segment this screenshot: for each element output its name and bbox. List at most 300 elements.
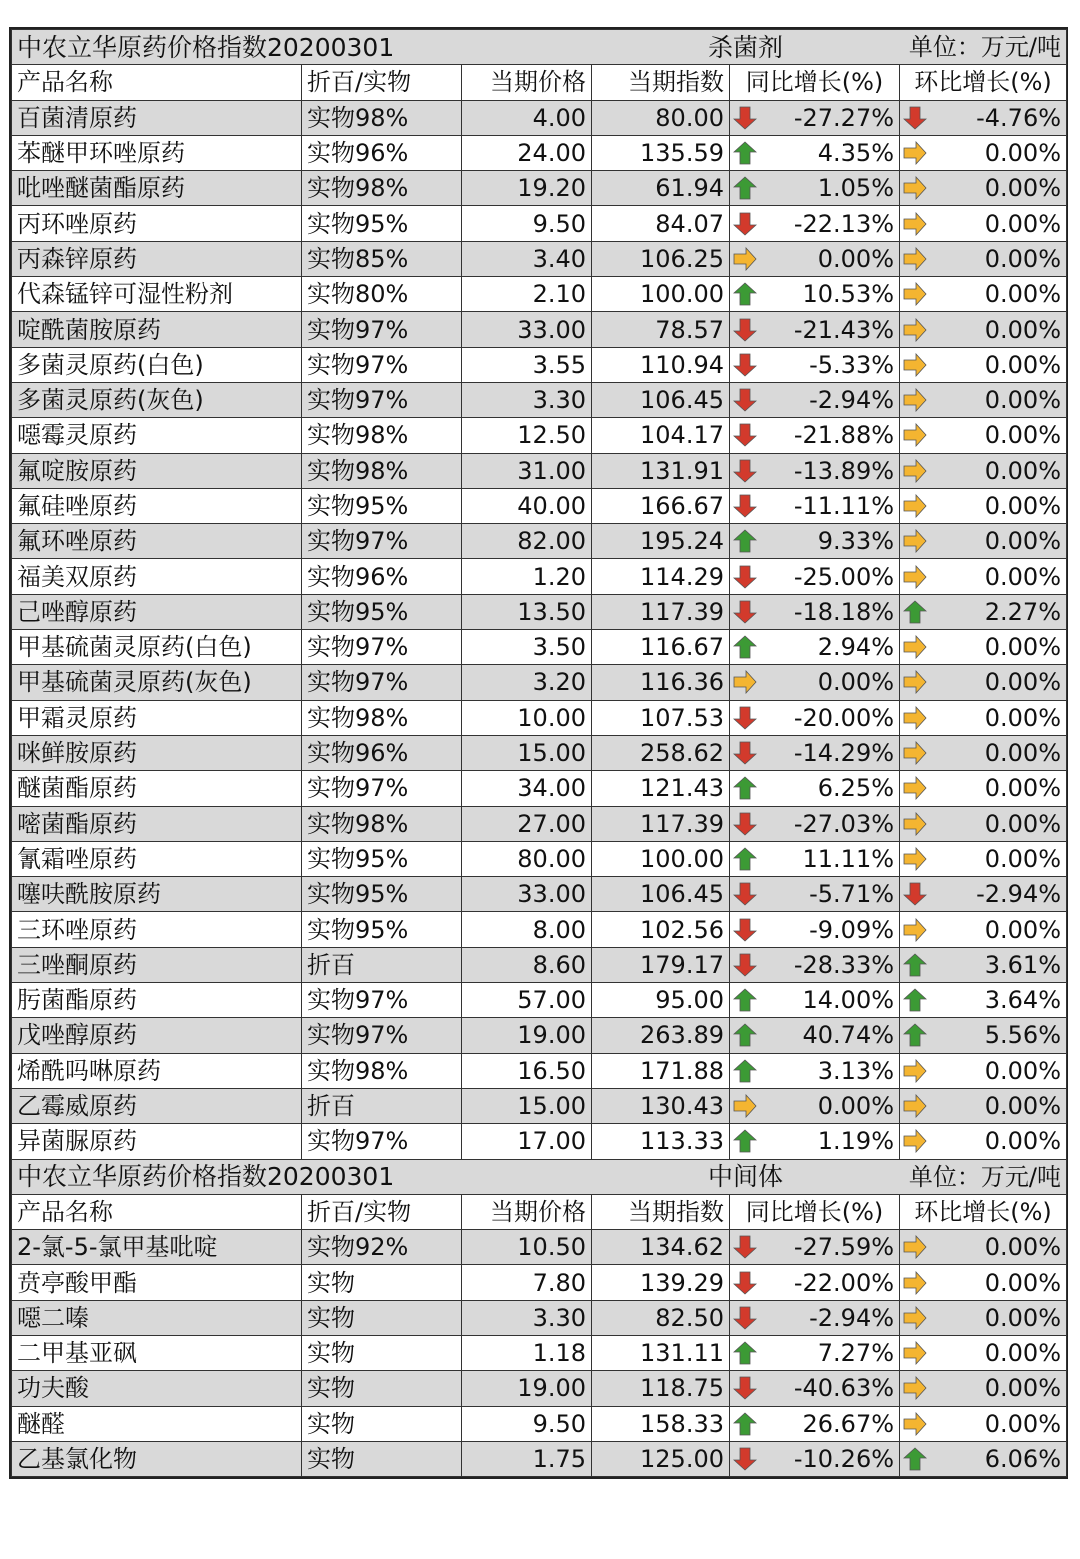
product-spec: 实物 (302, 1406, 462, 1441)
product-name: 噻呋酰胺原药 (12, 877, 302, 912)
table-row (12, 877, 1067, 912)
yoy-value: -22.13% (793, 209, 895, 238)
yoy-cell (730, 488, 900, 523)
mom-value: 0.00% (984, 527, 1062, 556)
mom-arrow-icon (903, 353, 927, 377)
mom-cell (900, 1265, 1067, 1300)
current-index: 106.25 (592, 241, 730, 276)
product-spec: 实物97% (302, 665, 462, 700)
mom-value: 0.00% (984, 456, 1062, 485)
product-name: 多菌灵原药(灰色) (12, 382, 302, 417)
product-spec: 实物95% (302, 206, 462, 241)
yoy-arrow-icon (733, 494, 757, 518)
yoy-arrow-icon (733, 1412, 757, 1436)
mom-arrow-icon (903, 1023, 927, 1047)
current-index: 84.07 (592, 206, 730, 241)
product-name: 甲基硫菌灵原药(白色) (12, 630, 302, 665)
mom-cell (900, 312, 1067, 347)
table-row (12, 171, 1067, 206)
yoy-cell (730, 277, 900, 312)
section-unit: 单位：万元/吨 (900, 30, 1067, 65)
yoy-cell (730, 700, 900, 735)
product-name: 啶酰菌胺原药 (12, 312, 302, 347)
mom-value: 0.00% (984, 915, 1062, 944)
yoy-value: 6.25% (817, 774, 895, 803)
yoy-cell (730, 983, 900, 1018)
table-row (12, 630, 1067, 665)
mom-value: 0.00% (984, 280, 1062, 309)
current-index: 106.45 (592, 382, 730, 417)
current-index: 95.00 (592, 983, 730, 1018)
current-price: 13.50 (462, 594, 592, 629)
current-price: 3.40 (462, 241, 592, 276)
yoy-cell (730, 382, 900, 417)
mom-cell (900, 1406, 1067, 1441)
header-index: 当期指数 (592, 1194, 730, 1229)
mom-arrow-icon (903, 529, 927, 553)
header-spec: 折百/实物 (302, 1194, 462, 1229)
yoy-value: 26.67% (802, 1409, 895, 1438)
product-name: 肟菌酯原药 (12, 983, 302, 1018)
mom-value: 0.00% (984, 1374, 1062, 1403)
yoy-cell (730, 735, 900, 770)
current-price: 3.30 (462, 1300, 592, 1335)
current-index: 78.57 (592, 312, 730, 347)
yoy-value: -27.03% (793, 809, 895, 838)
product-name: 多菌灵原药(白色) (12, 347, 302, 382)
current-price: 17.00 (462, 1124, 592, 1159)
mom-value: 0.00% (984, 350, 1062, 379)
section-title: 中农立华原药价格指数20200301 (12, 1159, 592, 1194)
mom-arrow-icon (903, 741, 927, 765)
header-product-name: 产品名称 (12, 1194, 302, 1229)
table-row (12, 1088, 1067, 1123)
mom-arrow-icon (903, 282, 927, 306)
yoy-value: -28.33% (793, 950, 895, 979)
current-price: 8.00 (462, 912, 592, 947)
yoy-value: -18.18% (793, 597, 895, 626)
yoy-arrow-icon (733, 353, 757, 377)
current-price: 1.75 (462, 1441, 592, 1476)
product-name: 2-氯-5-氯甲基吡啶 (12, 1230, 302, 1265)
current-index: 100.00 (592, 277, 730, 312)
yoy-arrow-icon (733, 1023, 757, 1047)
current-index: 100.00 (592, 841, 730, 876)
table-row (12, 983, 1067, 1018)
table-row (12, 665, 1067, 700)
mom-value: 0.00% (984, 1268, 1062, 1297)
current-price: 19.20 (462, 171, 592, 206)
mom-cell (900, 277, 1067, 312)
current-index: 195.24 (592, 524, 730, 559)
yoy-arrow-icon (733, 1271, 757, 1295)
mom-cell (900, 1230, 1067, 1265)
product-name: 甲霜灵原药 (12, 700, 302, 735)
current-index: 116.36 (592, 665, 730, 700)
table-row (12, 206, 1067, 241)
current-index: 82.50 (592, 1300, 730, 1335)
table-row (12, 1053, 1067, 1088)
product-spec: 折百 (302, 1088, 462, 1123)
table-row (12, 700, 1067, 735)
product-name: 功夫酸 (12, 1371, 302, 1406)
mom-value: 0.00% (984, 633, 1062, 662)
current-price: 34.00 (462, 771, 592, 806)
table-row (12, 1124, 1067, 1159)
table-body (12, 30, 1067, 1477)
table-row (12, 347, 1067, 382)
current-price: 16.50 (462, 1053, 592, 1088)
yoy-arrow-icon (733, 1341, 757, 1365)
product-name: 醚菌酯原药 (12, 771, 302, 806)
product-spec: 实物97% (302, 630, 462, 665)
mom-arrow-icon (903, 847, 927, 871)
mom-arrow-icon (903, 882, 927, 906)
yoy-value: 1.05% (817, 174, 895, 203)
yoy-cell (730, 630, 900, 665)
mom-cell (900, 559, 1067, 594)
mom-arrow-icon (903, 212, 927, 236)
yoy-arrow-icon (733, 1447, 757, 1471)
product-name: 氟环唑原药 (12, 524, 302, 559)
yoy-cell (730, 171, 900, 206)
current-index: 139.29 (592, 1265, 730, 1300)
yoy-value: 0.00% (817, 1092, 895, 1121)
product-name: 甲基硫菌灵原药(灰色) (12, 665, 302, 700)
section-unit: 单位：万元/吨 (900, 1159, 1067, 1194)
current-price: 3.55 (462, 347, 592, 382)
yoy-arrow-icon (733, 529, 757, 553)
section-category: 杀菌剂 (592, 30, 900, 65)
yoy-cell (730, 1018, 900, 1053)
yoy-arrow-icon (733, 741, 757, 765)
yoy-value: 7.27% (817, 1339, 895, 1368)
product-spec: 折百 (302, 947, 462, 982)
current-price: 15.00 (462, 735, 592, 770)
header-price: 当期价格 (462, 65, 592, 100)
header-product-name: 产品名称 (12, 65, 302, 100)
yoy-value: 11.11% (802, 844, 895, 873)
product-name: 吡唑醚菌酯原药 (12, 171, 302, 206)
mom-value: 0.00% (984, 668, 1062, 697)
product-spec: 实物95% (302, 912, 462, 947)
current-index: 114.29 (592, 559, 730, 594)
yoy-cell (730, 665, 900, 700)
mom-value: 6.06% (984, 1445, 1062, 1474)
current-price: 33.00 (462, 877, 592, 912)
mom-value: 3.64% (984, 986, 1062, 1015)
mom-arrow-icon (903, 918, 927, 942)
mom-arrow-icon (903, 141, 927, 165)
product-spec: 实物92% (302, 1230, 462, 1265)
yoy-arrow-icon (733, 141, 757, 165)
yoy-cell (730, 806, 900, 841)
current-price: 24.00 (462, 135, 592, 170)
mom-cell (900, 382, 1067, 417)
yoy-value: -2.94% (809, 386, 895, 415)
yoy-cell (730, 559, 900, 594)
current-index: 125.00 (592, 1441, 730, 1476)
table-row (12, 277, 1067, 312)
yoy-cell (730, 347, 900, 382)
product-spec: 实物 (302, 1300, 462, 1335)
mom-value: 0.00% (984, 386, 1062, 415)
yoy-value: -40.63% (793, 1374, 895, 1403)
mom-arrow-icon (903, 1447, 927, 1471)
mom-cell (900, 453, 1067, 488)
current-index: 171.88 (592, 1053, 730, 1088)
yoy-cell (730, 1265, 900, 1300)
yoy-cell (730, 135, 900, 170)
current-price: 3.20 (462, 665, 592, 700)
table-row (12, 912, 1067, 947)
table-row (12, 594, 1067, 629)
mom-cell (900, 524, 1067, 559)
mom-value: -2.94% (976, 880, 1062, 909)
yoy-arrow-icon (733, 459, 757, 483)
current-price: 57.00 (462, 983, 592, 1018)
product-spec: 实物 (302, 1441, 462, 1476)
product-name: 二甲基亚砜 (12, 1335, 302, 1370)
current-index: 106.45 (592, 877, 730, 912)
yoy-cell (730, 241, 900, 276)
product-name: 贲亭酸甲酯 (12, 1265, 302, 1300)
mom-arrow-icon (903, 459, 927, 483)
yoy-value: -2.94% (809, 1303, 895, 1332)
product-spec: 实物97% (302, 771, 462, 806)
mom-arrow-icon (903, 106, 927, 130)
mom-cell (900, 630, 1067, 665)
product-name: 苯醚甲环唑原药 (12, 135, 302, 170)
mom-value: -4.76% (976, 103, 1062, 132)
product-spec: 实物80% (302, 277, 462, 312)
mom-arrow-icon (903, 988, 927, 1012)
header-mom: 环比增长(%) (900, 1194, 1067, 1229)
product-name: 氟啶胺原药 (12, 453, 302, 488)
yoy-arrow-icon (733, 918, 757, 942)
mom-cell (900, 665, 1067, 700)
product-name: 丙环唑原药 (12, 206, 302, 241)
product-spec: 实物98% (302, 418, 462, 453)
current-index: 131.91 (592, 453, 730, 488)
current-index: 158.33 (592, 1406, 730, 1441)
yoy-cell (730, 1335, 900, 1370)
mom-arrow-icon (903, 1412, 927, 1436)
yoy-value: 3.13% (817, 1056, 895, 1085)
table-row (12, 100, 1067, 135)
product-name: 百菌清原药 (12, 100, 302, 135)
table-row (12, 559, 1067, 594)
table-row (12, 382, 1067, 417)
product-name: 三环唑原药 (12, 912, 302, 947)
yoy-arrow-icon (733, 212, 757, 236)
mom-arrow-icon (903, 1341, 927, 1365)
mom-arrow-icon (903, 776, 927, 800)
product-spec: 实物97% (302, 1018, 462, 1053)
current-price: 82.00 (462, 524, 592, 559)
product-spec: 实物98% (302, 453, 462, 488)
mom-cell (900, 1335, 1067, 1370)
table-row (12, 312, 1067, 347)
yoy-value: -27.27% (793, 103, 895, 132)
yoy-arrow-icon (733, 670, 757, 694)
section-title-row (12, 1159, 1067, 1194)
product-name: 嘧菌酯原药 (12, 806, 302, 841)
current-price: 3.30 (462, 382, 592, 417)
yoy-cell (730, 1441, 900, 1476)
yoy-arrow-icon (733, 106, 757, 130)
yoy-value: -11.11% (793, 492, 895, 520)
mom-arrow-icon (903, 247, 927, 271)
current-index: 104.17 (592, 418, 730, 453)
yoy-cell (730, 312, 900, 347)
yoy-cell (730, 1300, 900, 1335)
product-name: 三唑酮原药 (12, 947, 302, 982)
product-spec: 实物95% (302, 877, 462, 912)
yoy-cell (730, 841, 900, 876)
product-spec: 实物95% (302, 488, 462, 523)
current-price: 19.00 (462, 1018, 592, 1053)
table-row (12, 947, 1067, 982)
product-spec: 实物97% (302, 382, 462, 417)
table-row (12, 488, 1067, 523)
mom-cell (900, 1371, 1067, 1406)
product-spec: 实物97% (302, 524, 462, 559)
mom-cell (900, 983, 1067, 1018)
mom-arrow-icon (903, 953, 927, 977)
mom-cell (900, 1088, 1067, 1123)
yoy-cell (730, 100, 900, 135)
table-row (12, 418, 1067, 453)
current-price: 4.00 (462, 100, 592, 135)
mom-arrow-icon (903, 1235, 927, 1259)
yoy-cell (730, 1406, 900, 1441)
header-yoy: 同比增长(%) (730, 1194, 900, 1229)
yoy-value: -22.00% (793, 1268, 895, 1297)
mom-arrow-icon (903, 176, 927, 200)
header-index: 当期指数 (592, 65, 730, 100)
yoy-value: 14.00% (802, 986, 895, 1015)
product-name: 醚醛 (12, 1406, 302, 1441)
current-price: 2.10 (462, 277, 592, 312)
yoy-value: 0.00% (817, 244, 895, 273)
product-name: 乙霉威原药 (12, 1088, 302, 1123)
mom-arrow-icon (903, 1306, 927, 1330)
table-row (12, 1230, 1067, 1265)
product-spec: 实物97% (302, 312, 462, 347)
yoy-arrow-icon (733, 635, 757, 659)
mom-value: 0.00% (984, 1127, 1062, 1156)
yoy-arrow-icon (733, 776, 757, 800)
yoy-value: -21.43% (793, 315, 895, 344)
yoy-value: -13.89% (793, 456, 895, 485)
product-spec: 实物97% (302, 347, 462, 382)
yoy-value: 1.19% (817, 1127, 895, 1156)
product-spec: 实物98% (302, 1053, 462, 1088)
mom-cell (900, 135, 1067, 170)
mom-arrow-icon (903, 565, 927, 589)
table-row (12, 1441, 1067, 1476)
yoy-cell (730, 453, 900, 488)
current-index: 179.17 (592, 947, 730, 982)
product-name: 代森锰锌可湿性粉剂 (12, 277, 302, 312)
mom-value: 2.27% (984, 597, 1062, 626)
mom-arrow-icon (903, 670, 927, 694)
mom-cell (900, 1124, 1067, 1159)
mom-cell (900, 206, 1067, 241)
mom-arrow-icon (903, 600, 927, 624)
section-category: 中间体 (592, 1159, 900, 1194)
mom-arrow-icon (903, 1059, 927, 1083)
yoy-arrow-icon (733, 1129, 757, 1153)
section-title-row (12, 30, 1067, 65)
product-name: 戊唑醇原药 (12, 1018, 302, 1053)
mom-arrow-icon (903, 1129, 927, 1153)
mom-arrow-icon (903, 1271, 927, 1295)
product-name: 乙基氯化物 (12, 1441, 302, 1476)
yoy-arrow-icon (733, 706, 757, 730)
mom-value: 0.00% (984, 809, 1062, 838)
product-name: 异菌脲原药 (12, 1124, 302, 1159)
mom-cell (900, 1300, 1067, 1335)
mom-cell (900, 771, 1067, 806)
mom-value: 0.00% (984, 315, 1062, 344)
yoy-cell (730, 877, 900, 912)
table-row (12, 241, 1067, 276)
yoy-arrow-icon (733, 318, 757, 342)
yoy-arrow-icon (733, 1376, 757, 1400)
mom-cell (900, 488, 1067, 523)
mom-cell (900, 100, 1067, 135)
current-price: 33.00 (462, 312, 592, 347)
mom-value: 0.00% (984, 739, 1062, 768)
yoy-arrow-icon (733, 282, 757, 306)
yoy-cell (730, 912, 900, 947)
mom-value: 0.00% (984, 844, 1062, 873)
product-spec: 实物97% (302, 983, 462, 1018)
product-spec: 实物95% (302, 841, 462, 876)
yoy-arrow-icon (733, 1059, 757, 1083)
yoy-cell (730, 1371, 900, 1406)
yoy-cell (730, 418, 900, 453)
column-header-row (12, 65, 1067, 100)
yoy-value: -5.71% (809, 880, 895, 909)
current-price: 80.00 (462, 841, 592, 876)
yoy-value: -20.00% (793, 703, 895, 732)
yoy-value: -21.88% (793, 421, 895, 450)
yoy-arrow-icon (733, 176, 757, 200)
yoy-value: 4.35% (817, 139, 895, 168)
product-spec: 实物 (302, 1335, 462, 1370)
mom-arrow-icon (903, 706, 927, 730)
table-row (12, 1018, 1067, 1053)
table-row (12, 1300, 1067, 1335)
mom-cell (900, 841, 1067, 876)
current-price: 31.00 (462, 453, 592, 488)
header-mom: 环比增长(%) (900, 65, 1067, 100)
table-row (12, 1335, 1067, 1370)
mom-cell (900, 700, 1067, 735)
mom-value: 0.00% (984, 244, 1062, 273)
product-spec: 实物85% (302, 241, 462, 276)
product-spec: 实物98% (302, 171, 462, 206)
yoy-value: 40.74% (802, 1021, 895, 1050)
current-price: 27.00 (462, 806, 592, 841)
yoy-cell (730, 1053, 900, 1088)
current-index: 134.62 (592, 1230, 730, 1265)
table-row (12, 806, 1067, 841)
current-price: 9.50 (462, 206, 592, 241)
